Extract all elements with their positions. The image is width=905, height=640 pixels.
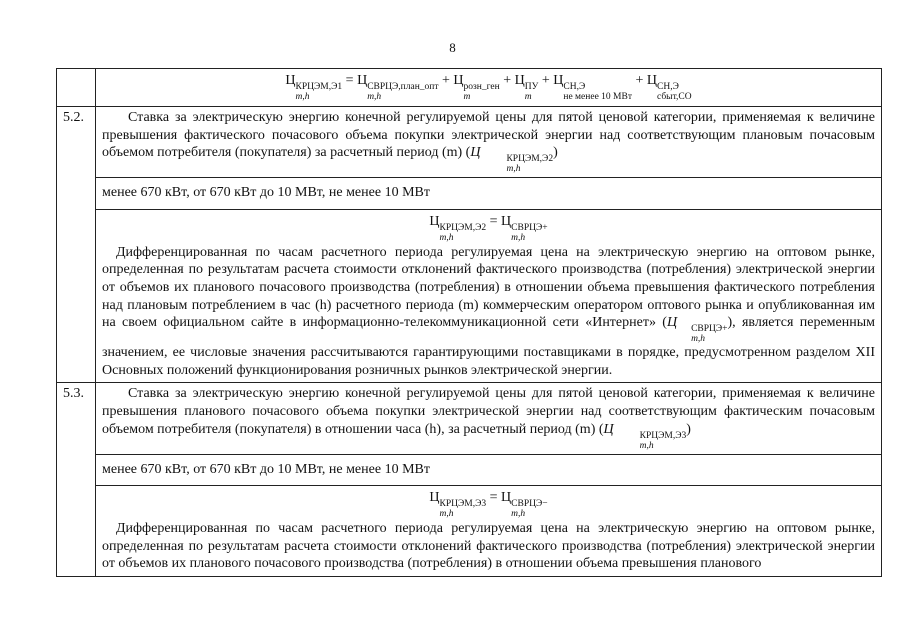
row-number-cell: 5.2. xyxy=(57,107,96,383)
description-5-3: Дифференцированная по часам расчетного периода регулируемая цена на электрическую энергию на оптовом рынке, определенная по результатам расчета стоимости отклонений фактического производства (потребления) электрической энергии от объемов их планового почасового производства (потребления) в отношении объема превышения планового xyxy=(102,521,875,572)
table-row xyxy=(57,178,882,210)
table-row xyxy=(57,209,882,383)
formula-5-3: Ц КРЦЭМ,Э3 m,h = Ц СВРЦЭ− m,h xyxy=(429,490,548,520)
tariff-table xyxy=(56,68,882,577)
capacity-range: менее 670 кВт, от 670 кВт до 10 МВт, не менее 10 МВт xyxy=(102,185,430,201)
formula-top: Ц КРЦЭМ,Э1 m,h = Ц СВРЦЭ,план_опт m,h + Ц розн_ген m + Ц ПУ m + Ц СН,Э не менее 10 МВт + Ц СН,Э сбыт,СО xyxy=(285,73,692,102)
section-5-3-text: Ставка за электрическую энергию конечной регулируемой цены для пятой ценовой категории, применяемая к величине превышения планового почасового объема покупки электрической энергии над соответствующим фактическим почасовым объемом потребителя (покупателя) в отношении часа (h), за расчетный период (m) (Ц КРЦЭМ,Э3 m,h ) xyxy=(102,386,875,451)
row-number-cell xyxy=(57,69,96,107)
description-cell xyxy=(96,486,882,577)
section-5-2-text: Ставка за электрическую энергию конечной регулируемой цены для пятой ценовой категории, применяемая к величине превышения фактического почасового объема покупки электрической энергии над соответствующим плановым почасовым объемом потребителя (покупателя) за расчетный период (m) (Ц КРЦЭМ,Э2 m,h ) xyxy=(102,110,875,175)
table-row xyxy=(57,107,882,178)
capacity-range: менее 670 кВт, от 670 кВт до 10 МВт, не менее 10 МВт xyxy=(102,461,430,477)
table-row xyxy=(57,69,882,107)
page-number: 8 xyxy=(449,40,456,55)
description-cell xyxy=(96,209,882,383)
description-5-2: Дифференцированная по часам расчетного периода регулируемая цена на электрическую энергию на оптовом рынке, определенная по результатам расчета стоимости отклонений фактического производства (потребления) электрической энергии от объемов их планового почасового производства (потребления) в отношении объема превышения фактического потребления над плановым потреблением в час (h) расчетного периода (m) коммерческим оператором оптового рынка и опубликованная им на своем официальном сайте в информационно-телекоммуникационной сети «Интернет» (Ц СВРЦЭ+ m,h ), является переменным значением, ее числовые значения рассчитываются гарантирующими поставщиками в порядке, предусмотренном разделом XII Основных положений функционирования розничных рынков электрической энергии. xyxy=(102,244,875,378)
formula-5-2: Ц КРЦЭМ,Э2 m,h = Ц СВРЦЭ+ m,h xyxy=(429,213,548,243)
section-heading-cell xyxy=(96,107,882,178)
table-row xyxy=(57,486,882,577)
capacity-cell xyxy=(96,454,882,486)
formula-cell xyxy=(96,69,882,107)
table-row xyxy=(57,454,882,486)
table-row xyxy=(57,383,882,454)
row-number-cell: 5.3. xyxy=(57,383,96,577)
section-heading-cell xyxy=(96,383,882,454)
capacity-cell xyxy=(96,178,882,210)
